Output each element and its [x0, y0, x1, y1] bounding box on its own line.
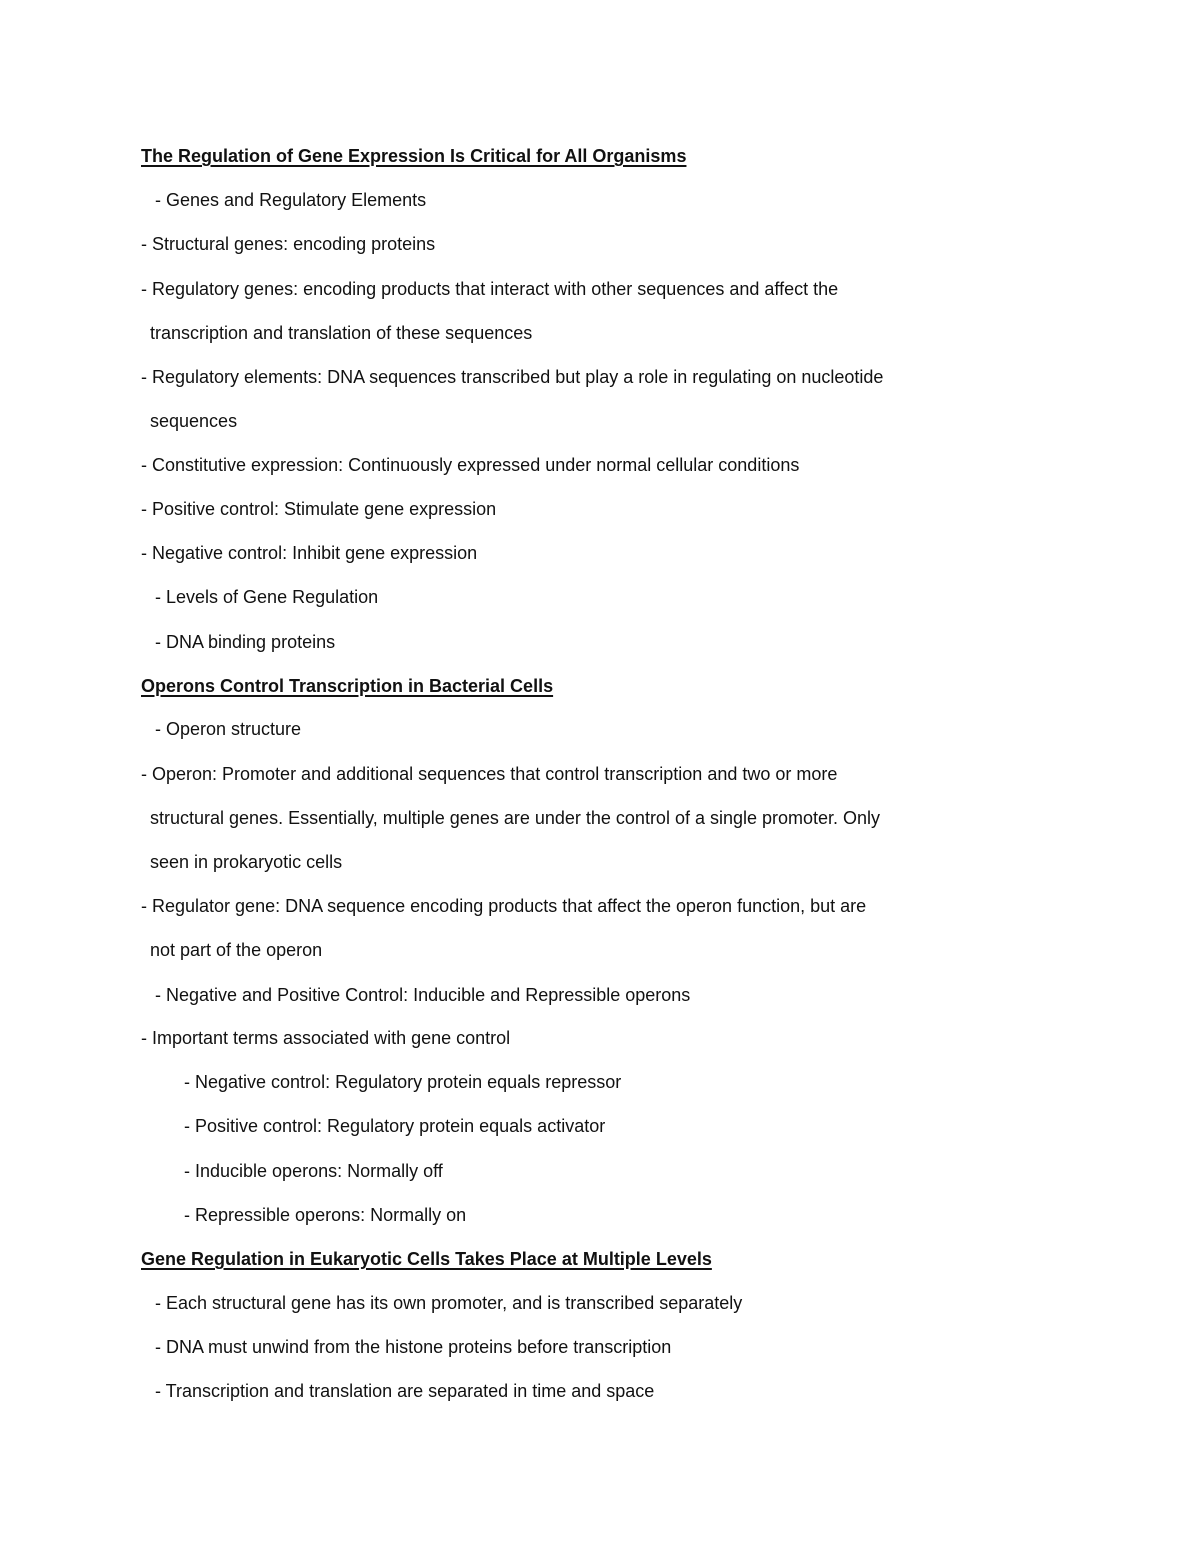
- list-item: - Genes and Regulatory Elements: [155, 190, 427, 210]
- section-heading: Gene Regulation in Eukaryotic Cells Takes Place at Multiple Levels: [141, 1249, 712, 1269]
- list-item: - Negative control: Inhibit gene expression: [141, 543, 478, 563]
- list-item: - Negative and Positive Control: Inducible and Repressible operons: [155, 985, 691, 1005]
- list-item-continuation: not part of the operon: [150, 940, 323, 960]
- list-item: - Operon structure: [155, 719, 302, 739]
- list-item: - Constitutive expression: Continuously expressed under normal cellular conditions: [141, 455, 800, 475]
- list-item: - Transcription and translation are separated in time and space: [155, 1381, 655, 1401]
- section-heading: The Regulation of Gene Expression Is Critical for All Organisms: [141, 146, 687, 166]
- list-item: - DNA binding proteins: [155, 632, 336, 652]
- section-heading: Operons Control Transcription in Bacterial Cells: [141, 676, 554, 696]
- list-item: - Regulatory genes: encoding products that interact with other sequences and affect the: [141, 279, 839, 299]
- list-item: - Operon: Promoter and additional sequences that control transcription and two or more: [141, 764, 838, 784]
- sub-list-item: - Repressible operons: Normally on: [184, 1205, 467, 1225]
- list-item: - DNA must unwind from the histone proteins before transcription: [155, 1337, 672, 1357]
- sub-list-item: - Inducible operons: Normally off: [184, 1161, 443, 1181]
- list-item: - Important terms associated with gene control: [141, 1028, 511, 1048]
- list-item: - Regulator gene: DNA sequence encoding products that affect the operon function, but are: [141, 896, 867, 916]
- list-item-continuation: structural genes. Essentially, multiple genes are under the control of a single promoter. Only: [150, 808, 881, 828]
- list-item: - Regulatory elements: DNA sequences transcribed but play a role in regulating on nucleotide: [141, 367, 884, 387]
- list-item-continuation: seen in prokaryotic cells: [150, 852, 343, 872]
- list-item: - Positive control: Stimulate gene expression: [141, 499, 497, 519]
- list-item: - Structural genes: encoding proteins: [141, 234, 436, 254]
- list-item: - Levels of Gene Regulation: [155, 587, 379, 607]
- sub-list-item: - Negative control: Regulatory protein equals repressor: [184, 1072, 622, 1092]
- list-item: - Each structural gene has its own promoter, and is transcribed separately: [155, 1293, 743, 1313]
- sub-list-item: - Positive control: Regulatory protein equals activator: [184, 1116, 606, 1136]
- list-item-continuation: sequences: [150, 411, 238, 431]
- list-item-continuation: transcription and translation of these sequences: [150, 323, 533, 343]
